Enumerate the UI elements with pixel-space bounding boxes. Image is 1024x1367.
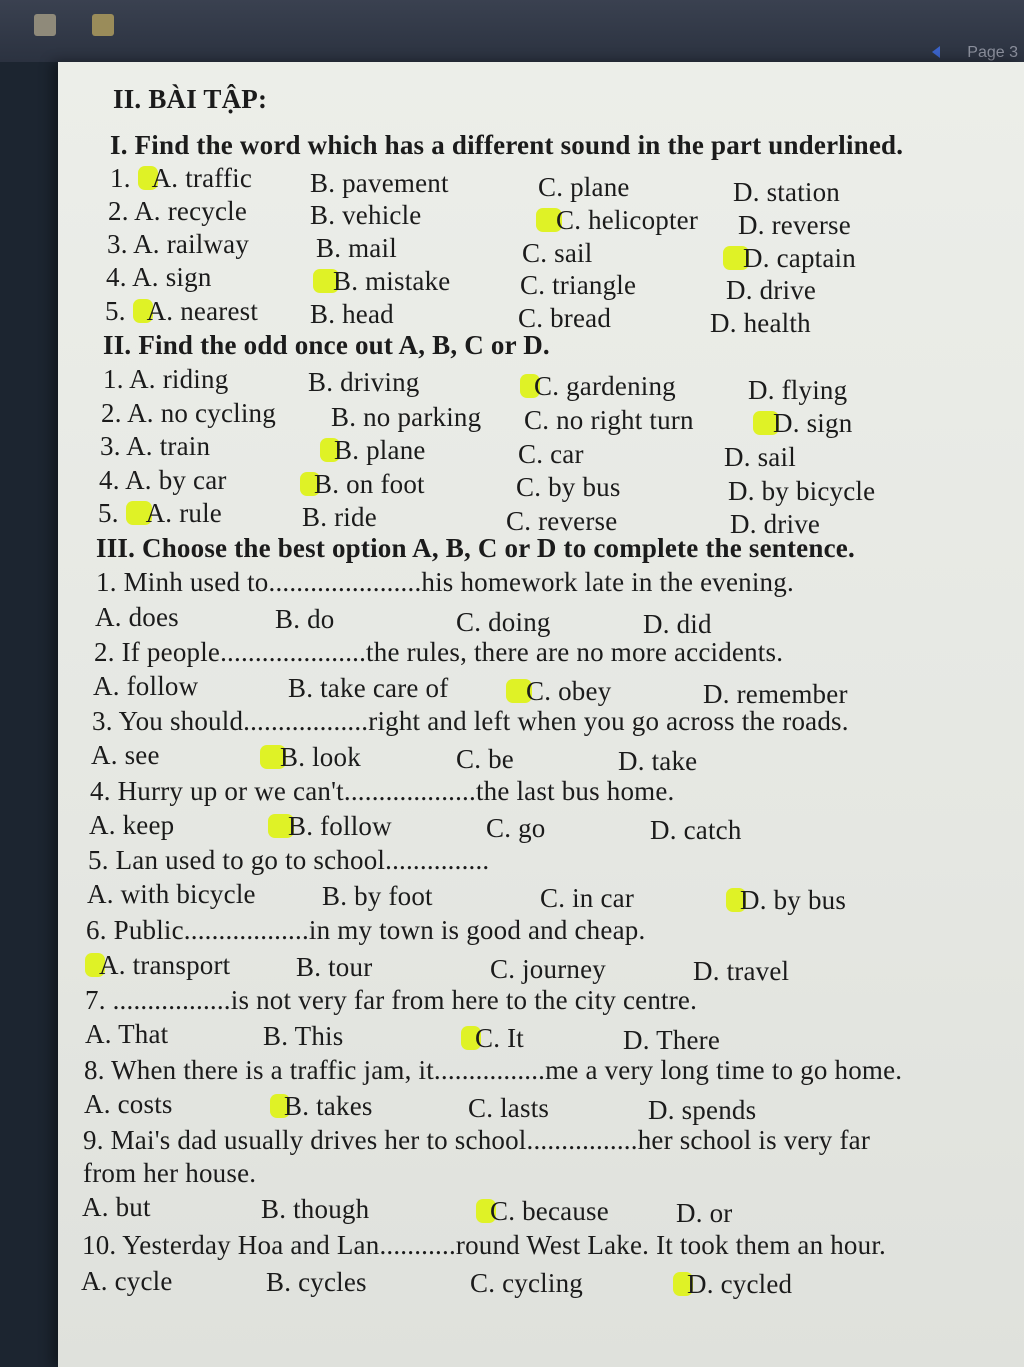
option-text: B. take care of [288,673,449,703]
section2-title: II. Find the odd once out A, B, C or D. [103,330,550,360]
option-text: B. tour [296,952,373,982]
question-text: 7. .................is not very far from here to the city centre. [85,985,698,1015]
option-text: D. flying [748,375,848,405]
option-text: 3. A. train [100,431,211,461]
option-text: B. pavement [310,168,449,198]
option-text: B. mail [316,233,397,263]
option-text: 1. A. riding [103,364,229,394]
option-text: C. by bus [516,472,621,502]
previous-page-arrow-icon[interactable] [932,46,940,58]
section1-title: I. Find the word which has a different sound in the part underlined. [110,130,904,160]
list-item: 1. A. traffic [110,163,253,193]
list-item: C. helicopter [536,205,698,236]
list-item: C. It [461,1023,524,1054]
option-text: B. though [261,1194,370,1224]
option-text: C. journey [490,954,606,984]
option-text: A. see [91,740,160,770]
option-text: B. This [263,1021,344,1051]
folder-icon[interactable] [92,14,114,36]
option-text: D. drive [726,275,817,305]
question-text: 10. Yesterday Hoa and Lan...........round West Lake. It took them an hour. [82,1230,886,1260]
option-text: D. There [623,1025,721,1055]
option-text: B. ride [302,502,377,532]
list-item: B. follow [268,811,392,842]
option-text: C. cycling [470,1268,583,1298]
option-text: A. but [82,1192,151,1222]
list-item: C. obey [506,676,611,707]
question-text: 1. Minh used to......................his homework late in the evening. [96,567,794,597]
question-text: 2. If people.....................the rules, there are no more accidents. [94,637,784,667]
list-item: 5. A. nearest [105,296,259,326]
option-text: C. car [518,439,584,469]
option-text: A. does [95,602,179,632]
option-text: B. by foot [322,881,433,911]
question-text: 4. Hurry up or we can't...................the last bus home. [90,776,675,806]
option-text: D. reverse [738,210,851,240]
option-text: C. reverse [506,506,618,536]
option-text: B. driving [308,367,420,397]
page-indicator: Page 3 [967,44,1018,61]
option-text: C. triangle [520,270,637,300]
option-text: D. did [643,609,712,639]
option-text: C. go [486,813,546,843]
option-text: D. take [618,746,698,776]
worksheet-page [58,62,1024,1367]
option-text: B. cycles [266,1267,367,1297]
option-text: C. plane [538,172,630,202]
list-item: A. transport [85,950,230,981]
list-item: B. look [260,742,361,773]
option-text: B. vehicle [310,200,422,230]
list-item: B. takes [270,1091,373,1122]
list-item: C. because [476,1196,609,1227]
option-text: D. or [676,1198,733,1228]
option-text: A. keep [89,810,175,840]
list-item: D. by bus [726,885,846,916]
app-icon[interactable] [34,14,56,36]
option-text: C. no right turn [524,405,694,435]
list-item: D. sign [753,408,852,439]
option-text: D. health [710,308,811,338]
question-text: 8. When there is a traffic jam, it................me a very long time to go home. [84,1055,903,1085]
option-text: D. sail [724,442,796,472]
option-text: A. That [85,1019,169,1049]
question-text: from her house. [83,1158,257,1188]
option-text: C. sail [522,238,593,268]
option-text: 2. A. recycle [108,196,248,226]
question-text: 9. Mai's dad usually drives her to school................her school is very far [83,1125,871,1155]
option-text: D. station [733,177,840,207]
option-text: D. spends [648,1095,757,1125]
option-text: C. lasts [468,1093,550,1123]
option-text: 3. A. railway [107,229,250,259]
option-text: B. head [310,299,394,329]
option-text: C. in car [540,883,635,913]
list-item: B. mistake [313,266,451,297]
option-text: D. travel [693,956,790,986]
option-text: 4. A. sign [106,262,212,292]
option-text: C. bread [518,303,612,333]
section3-title: III. Choose the best option A, B, C or D to complete the sentence. [96,533,855,563]
question-text: 6. Public..................in my town is good and cheap. [86,915,646,945]
viewer-toolbar [0,0,1024,62]
option-text: A. follow [93,671,199,701]
option-text: D. drive [730,509,821,539]
option-text: D. remember [703,679,848,709]
option-text: 2. A. no cycling [101,398,276,428]
option-text: C. be [456,744,514,774]
question-text: 5. Lan used to go to school............... [88,845,490,875]
page-heading: II. BÀI TẬP: [113,84,268,114]
option-text: A. cycle [81,1266,173,1296]
list-item: B. on foot [300,469,425,500]
list-item: D. captain [723,243,856,274]
option-text: C. doing [456,607,551,637]
option-text: B. do [275,604,335,634]
question-text: 3. You should..................right and left when you go across the roads. [92,706,849,736]
option-text: B. no parking [331,402,482,432]
list-item: B. plane [320,435,426,466]
option-text: A. costs [84,1089,173,1119]
option-text: 4. A. by car [99,465,227,495]
option-text: D. catch [650,815,742,845]
option-text: D. by bicycle [728,476,876,506]
option-text: A. with bicycle [87,879,256,909]
list-item: C. gardening [520,371,676,402]
list-item: 5. A. rule [98,498,222,528]
list-item: D. cycled [673,1269,792,1300]
